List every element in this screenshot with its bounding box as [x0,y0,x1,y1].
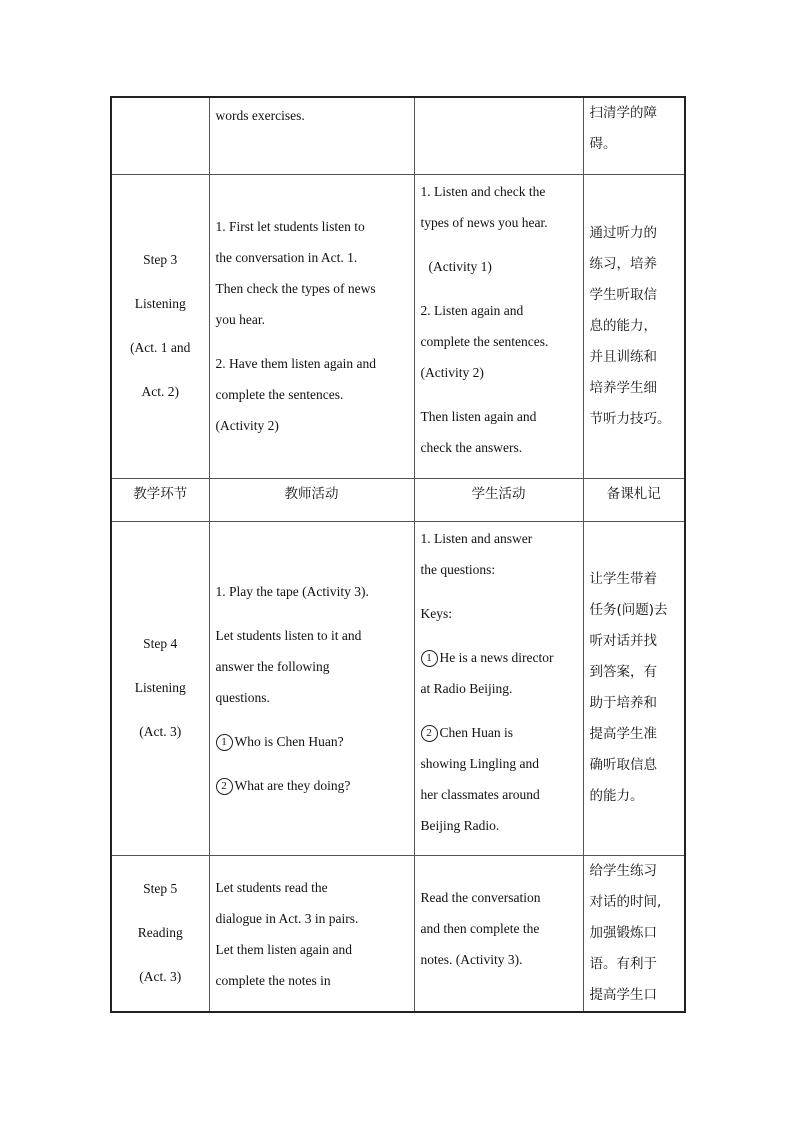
step-name: Reading [137,925,183,941]
teacher-activity-cell [209,521,414,855]
teacher-line: words exercises. [215,108,305,123]
step-activity: Act. 2) [141,384,179,399]
teacher-line: questions. [215,689,270,705]
table-row-step-3 [111,174,685,478]
header-lesson-notes: 备课札记 [583,478,685,521]
table-header-row [111,478,685,521]
step-cell [111,855,209,1012]
notes-line: 培养学生细 [589,379,657,396]
student-line: 1. Listen and check the [420,183,546,199]
teacher-line: Then check the types of news [215,281,376,296]
student-line: at Radio Beijing. [420,680,513,696]
student-activity-cell [414,97,583,174]
teacher-line: Let students read the [215,879,328,895]
student-line: Beijing Radio. [420,817,500,833]
student-line: types of news you hear. [420,214,548,230]
step-activity: (Act. 1 and [130,340,191,355]
notes-line: 息的能力， [589,317,657,334]
notes-line: 的能力。 [589,788,644,804]
teacher-line: answer the following [215,658,330,674]
notes-line: 并且训练和 [589,348,657,365]
teacher-line: complete the sentences. [215,387,344,402]
student-line: and then complete the [420,920,540,936]
teacher-activity-cell [209,174,414,478]
teacher-line: (Activity 2) [215,418,279,433]
notes-line: 通过听力的 [589,224,657,241]
step-name: Listening [134,296,186,311]
step-cell [111,97,209,174]
circled-number-1: 1 [421,650,438,667]
notes-cell [583,855,685,1012]
question-2 [216,770,408,801]
student-line: (Activity 1) [428,258,492,274]
student-activity-cell [414,521,583,855]
notes-line: 学生听取信 [589,286,657,303]
table-row-continuation [111,97,685,174]
question-text: Who is Chen Huan? [234,733,344,749]
teacher-line: Let them listen again and [215,941,352,957]
notes-line: 提高学生准 [589,726,657,742]
student-line: complete the sentences. [420,333,549,349]
teacher-line: the conversation in Act. 1. [215,250,358,265]
question-text: What are they doing? [234,777,351,793]
step-cell [111,521,209,855]
student-line: her classmates around [420,786,540,802]
answer-text: Chen Huan is [439,724,513,740]
teacher-line: dialogue in Act. 3 in pairs. [215,910,359,926]
notes-line: 给学生练习 [589,862,657,879]
notes-line: 助于培养和 [589,695,657,711]
notes-cell [583,521,685,855]
teacher-line: 2. Have them listen again and [215,356,376,371]
notes-line: 加强锻炼口 [589,924,657,941]
notes-line: 语。有利于 [589,955,657,972]
answer-text: He is a news director [439,649,554,665]
step-title: Step 5 [143,881,178,897]
header-student-activity: 学生活动 [414,478,583,521]
teacher-line: Let students listen to it and [215,627,362,643]
table-row-step-4 [111,521,685,855]
student-line: Read the conversation [420,889,541,905]
keys-label: Keys: [420,605,452,621]
teacher-line: complete the notes in [215,972,331,988]
answer-2 [421,717,577,748]
circled-number-1: 1 [216,734,233,751]
circled-number-2: 2 [216,778,233,795]
notes-line: 提高学生口 [589,986,657,1003]
question-1 [216,726,408,757]
student-line: showing Lingling and [420,755,539,771]
notes-line: 碍。 [589,136,617,152]
notes-line: 到答案，有 [589,664,657,680]
notes-line: 扫清学的障 [589,105,657,121]
student-line: (Activity 2) [420,364,484,380]
notes-line: 节听力技巧。 [589,410,671,427]
student-line: Then listen again and [420,408,537,424]
teacher-line: 1. Play the tape (Activity 3). [215,583,369,599]
table-row-step-5 [111,855,685,1012]
student-line: the questions: [420,561,496,577]
student-line: 1. Listen and answer [420,530,533,546]
notes-line: 对话的时间, [589,893,662,910]
notes-line: 任务(问题)去 [589,602,668,618]
step-activity: (Act. 3) [139,724,182,739]
notes-line: 让学生带着 [589,571,657,587]
notes-line: 听对话并找 [589,633,657,649]
teacher-line: you hear. [215,312,265,327]
student-activity-cell [414,174,583,478]
answer-1 [421,642,577,673]
notes-cell [583,97,685,174]
step-cell [111,174,209,478]
student-line: 2. Listen again and [420,302,524,318]
notes-cell [583,174,685,478]
teacher-activity-cell [209,855,414,1012]
student-line: check the answers. [420,439,523,455]
teacher-activity-cell [209,97,414,174]
teacher-line: 1. First let students listen to [215,219,365,234]
step-name: Listening [134,680,186,695]
step-title: Step 4 [143,636,178,651]
notes-line: 确听取信息 [589,757,657,773]
student-line: notes. (Activity 3). [420,951,523,967]
header-teacher-activity: 教师活动 [209,478,414,521]
notes-line: 练习，培养 [589,255,657,272]
step-activity: (Act. 3) [139,969,182,985]
student-activity-cell [414,855,583,1012]
header-teaching-stage: 教学环节 [111,478,209,521]
lesson-plan-table [110,96,686,1013]
step-title: Step 3 [143,252,178,267]
circled-number-2: 2 [421,725,438,742]
